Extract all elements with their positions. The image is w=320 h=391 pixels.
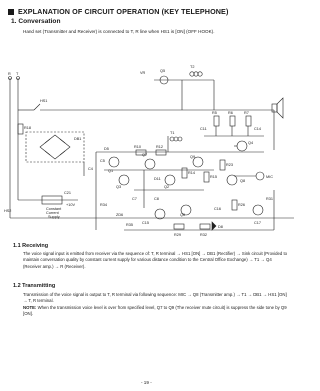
label-q6: Q6 (180, 213, 186, 217)
label-db1: DB1 (74, 137, 82, 141)
label-r10: R10 (134, 145, 141, 149)
label-r34: R34 (100, 203, 107, 207)
heading-transmitting: 1.2 Transmitting (13, 283, 56, 289)
label-c8: C8 (154, 197, 159, 201)
heading-receiving: 1.1 Receiving (13, 243, 49, 249)
subsection-heading: 1. Conversation (11, 18, 61, 25)
label-r23: R23 (226, 163, 233, 167)
label-r14: R14 (188, 171, 195, 175)
label-r5: R5 (212, 111, 217, 115)
label-q3: Q3 (116, 185, 122, 189)
label-r7: R7 (244, 111, 249, 115)
label-q4: Q4 (248, 141, 254, 145)
label-r: R (8, 72, 11, 76)
note-body: When the transmission voice level is over from specified level, Q7 to Q9 (The receiver mute circuit) is suppress the side tone by Q9 [ON]. (23, 305, 287, 316)
label-r26: R26 (238, 203, 245, 207)
label-r18: R18 (24, 126, 31, 130)
label-c16: C16 (214, 207, 221, 211)
label-zd: ZD6 (116, 213, 124, 217)
label-r35: R35 (126, 223, 133, 227)
label-c15: C15 (142, 221, 149, 225)
label-q5: Q5 (160, 69, 166, 73)
label-d11: D11 (154, 177, 161, 181)
note (23, 305, 293, 317)
label-mic: MIC (266, 175, 273, 179)
label-c5: C5 (100, 159, 105, 163)
label-t1: T1 (170, 131, 175, 135)
label-q7: Q7 (142, 153, 148, 157)
label-d8: D8 (218, 225, 223, 229)
label-supply: Supply (48, 215, 60, 219)
label-q9: Q9 (190, 155, 196, 159)
label-r15: R15 (210, 175, 217, 179)
label-r6: R6 (228, 111, 233, 115)
label-c7: C7 (132, 197, 137, 201)
label-hs1: HS1 (40, 99, 48, 103)
label-r29: R29 (174, 233, 181, 237)
label-c11: C11 (200, 127, 207, 131)
page-number: - 19 - (141, 380, 152, 385)
label-q8: Q8 (240, 179, 246, 183)
label-c14: C14 (254, 127, 261, 131)
label-c21: C21 (64, 191, 71, 195)
label-hs2: HS2 (4, 209, 12, 213)
transmitting-body: Transmission of the voice signal is output to T, R terminal via following sequence: MIC → Q8 (Transmitter amp.) → T1 → DB1 → HS1 [ON] → T, R terminal. (23, 292, 287, 304)
label-r12: R12 (156, 145, 163, 149)
intro-text: Hand set (Transmitter and Receiver) is connected to T, R line when HS1 is [ON] (OFF HOOK). (23, 29, 215, 34)
section-title-text: EXPLANATION OF CIRCUIT OPERATION (KEY TELEPHONE) (18, 7, 229, 16)
label-t: T (16, 72, 19, 76)
label-c4: C4 (88, 167, 93, 171)
label-r31: R31 (266, 197, 273, 201)
receiving-body: The voice signal input is emitted from receiver via the sequence of: T, R terminal → HS1 [ON] → DB1 (Rectifier) → Sink circuit (Provided to maintain conversation quality by constant current supply for various distance condition to the Central Office Exchange) → T1 → Q4 (Receiver amp.) → R (Receiver). (23, 251, 288, 269)
section-title (8, 7, 228, 16)
label-q1: Q1 (108, 169, 114, 173)
label-c17: C17 (254, 221, 261, 225)
note-label: NOTE: (23, 305, 37, 310)
label-vr: VR (140, 71, 146, 75)
label-r32: R32 (200, 233, 207, 237)
label-current: Current (46, 211, 59, 215)
label-constant: Constant (46, 207, 62, 211)
bullet-square-icon (8, 9, 14, 15)
label-t2: T2 (190, 65, 195, 69)
label-d5: D5 (104, 147, 109, 151)
label-q2: Q2 (164, 185, 170, 189)
circuit-schematic (4, 40, 296, 240)
label-vcc: +10V (66, 203, 75, 207)
